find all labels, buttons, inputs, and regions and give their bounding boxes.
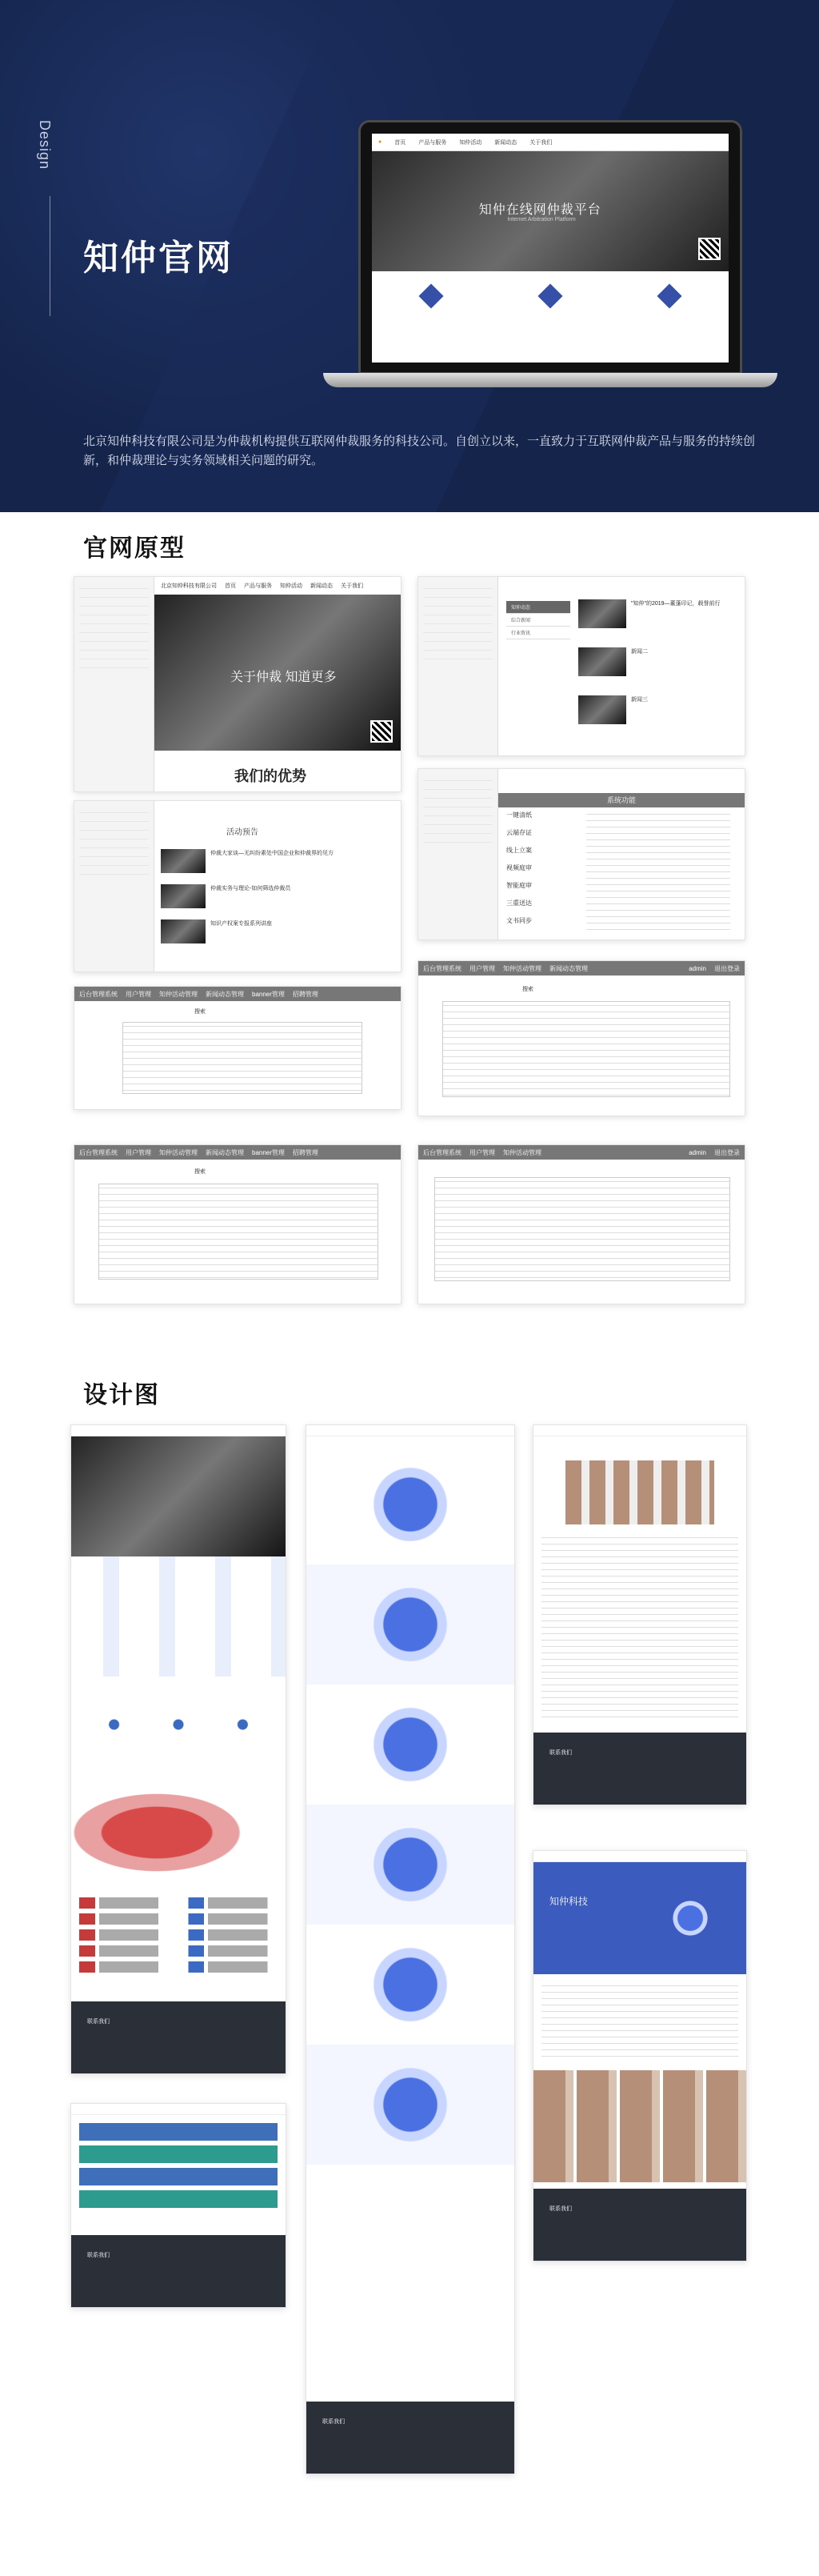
section-title-design: 设计图 xyxy=(83,1382,160,1408)
activity-list xyxy=(71,2115,286,2219)
about-banner-title: 知仲科技 xyxy=(549,1896,589,1907)
news-item[interactable]: "知仲"的2019—董蓬印记，载誉前行 xyxy=(578,599,738,647)
activity-item[interactable]: 仲裁实务与理论-如何筛选仲裁员 xyxy=(161,884,393,919)
footer-label: 联系我们 xyxy=(87,2019,110,2025)
wireframe-sidebar xyxy=(74,577,154,791)
activity-card[interactable] xyxy=(79,2190,278,2208)
search-label: 搜索 xyxy=(522,987,533,992)
design-header xyxy=(71,1425,286,1436)
footer-label: 联系我们 xyxy=(322,2419,345,2425)
wireframe-system xyxy=(417,768,745,940)
admin-table xyxy=(442,1001,730,1097)
activity-card[interactable] xyxy=(79,2145,278,2163)
wireframe-sidebar xyxy=(418,769,498,939)
feature-item: 线上立案 xyxy=(506,847,532,854)
design-article xyxy=(533,1424,747,1805)
iso-illustration xyxy=(306,1564,514,1685)
logout-button[interactable]: 退出登录 xyxy=(714,964,740,972)
laptop-mockup xyxy=(358,120,742,375)
nav-item[interactable]: 产品与服务 xyxy=(244,583,272,589)
admin-wireframe-1 xyxy=(74,986,402,1110)
screen-nav-item[interactable]: 新闻动态 xyxy=(494,139,517,146)
feature-item: 云端存证 xyxy=(506,829,532,836)
design-footer xyxy=(71,2001,286,2073)
admin-wireframe-2 xyxy=(417,960,745,1116)
admin-tab[interactable]: 用户管理 xyxy=(126,1148,151,1156)
admin-bar xyxy=(74,1145,401,1160)
footer-label: 联系我们 xyxy=(549,1750,572,1756)
laptop-screen xyxy=(372,134,729,363)
design-header xyxy=(306,1425,514,1436)
hero-title: 知仲官网 xyxy=(83,238,234,278)
admin-wireframe-4 xyxy=(417,1144,745,1304)
wireframe-sidebar xyxy=(418,577,498,755)
news-item[interactable]: 新闻二 xyxy=(578,647,738,695)
feature-item: 一键清纸 xyxy=(506,811,532,819)
feature-list xyxy=(506,811,578,934)
iso-illustration xyxy=(306,1685,514,1805)
news-menu-item[interactable]: 综合新闻 xyxy=(506,614,570,627)
globe-icon xyxy=(650,1878,730,1958)
admin-tab[interactable]: 招聘管理 xyxy=(292,990,318,998)
admin-bar xyxy=(418,1145,745,1160)
hero-section xyxy=(0,0,819,512)
iso-illustration xyxy=(306,2045,514,2165)
partner-logo-row xyxy=(79,1897,278,1909)
news-menu-item[interactable]: 行业资讯 xyxy=(506,627,570,639)
activity-title: 活动预告 xyxy=(226,828,258,837)
wireframe-banner xyxy=(154,595,401,751)
wireframe-news xyxy=(417,576,745,756)
about-text xyxy=(541,1982,738,2062)
iso-illustration xyxy=(306,1805,514,1925)
nav-item[interactable]: 关于我们 xyxy=(341,583,363,589)
admin-tab[interactable]: 新闻动态管理 xyxy=(206,1148,244,1156)
admin-tab[interactable]: 用户管理 xyxy=(126,990,151,998)
screen-hero xyxy=(372,151,729,271)
activity-item[interactable]: 知识产权案专报系列讲座 xyxy=(161,919,393,955)
article-title-area xyxy=(533,1436,746,1460)
admin-tab[interactable]: banner管理 xyxy=(252,1148,285,1156)
feature-descriptions xyxy=(586,811,730,931)
design-footer xyxy=(533,1733,746,1805)
screen-nav xyxy=(372,134,729,151)
admin-tab[interactable]: 知仲活动管理 xyxy=(159,990,198,998)
design-feature-grid xyxy=(71,1556,286,1677)
iso-illustration xyxy=(306,1444,514,1564)
wireframe-home xyxy=(74,576,402,792)
article-photo xyxy=(565,1460,714,1524)
admin-title: 后台管理系统 xyxy=(423,964,461,972)
screen-nav-item[interactable]: 关于我们 xyxy=(529,139,553,146)
design-footer xyxy=(306,2402,514,2474)
partner-logo-row xyxy=(79,1929,278,1941)
wireframe-nav xyxy=(154,577,401,595)
news-menu xyxy=(506,601,570,639)
admin-wireframe-3 xyxy=(74,1144,402,1304)
admin-bar xyxy=(418,961,745,976)
screen-nav-item[interactable]: 知仲活动 xyxy=(459,139,482,146)
admin-bar xyxy=(74,987,401,1001)
qr-code-icon xyxy=(698,238,721,260)
admin-title: 后台管理系统 xyxy=(423,1148,461,1156)
logout-button[interactable]: 退出登录 xyxy=(714,1148,740,1156)
section-title-prototype: 官网原型 xyxy=(83,535,186,562)
admin-tab[interactable]: 新闻动态管理 xyxy=(206,990,244,998)
admin-table xyxy=(434,1177,730,1281)
feature-item: 智能庭审 xyxy=(506,882,532,889)
vertical-label: Design xyxy=(37,120,53,170)
design-homepage xyxy=(70,1424,286,2074)
admin-user[interactable]: admin xyxy=(689,1148,706,1156)
admin-tab[interactable]: 知仲活动管理 xyxy=(503,1148,541,1156)
screen-feature-icons xyxy=(372,271,729,310)
advantages-heading: 我们的优势 xyxy=(234,768,306,784)
design-header xyxy=(533,1425,746,1436)
activity-card[interactable] xyxy=(79,2123,278,2141)
design-services xyxy=(306,1424,515,2474)
screen-nav-item[interactable]: 首页 xyxy=(394,139,406,146)
iso-illustration xyxy=(306,1925,514,2045)
nav-item[interactable]: 新闻动态 xyxy=(310,583,333,589)
design-about xyxy=(533,1850,747,2262)
design-header xyxy=(71,2104,286,2115)
search-label: 搜索 xyxy=(194,1169,206,1175)
partner-logo-row xyxy=(79,1945,278,1957)
company-name: 北京知仲科技有限公司 xyxy=(161,583,217,589)
admin-tab[interactable]: 知仲活动管理 xyxy=(159,1148,198,1156)
feature-item: 文书同步 xyxy=(506,917,532,924)
screen-logo: ● xyxy=(378,139,382,145)
activity-item[interactable]: 仲裁大家谈—无纠纷素处中国企业和仲裁界的见方 xyxy=(161,849,393,884)
hexagon-icon xyxy=(657,283,681,308)
feature-item: 视频庭审 xyxy=(506,864,532,871)
news-menu-item[interactable]: 知仲动态 xyxy=(506,601,570,614)
design-service-icons xyxy=(71,1677,286,1773)
nav-item[interactable]: 知仲活动 xyxy=(280,583,302,589)
admin-tab[interactable]: banner管理 xyxy=(252,990,285,998)
qr-code-icon xyxy=(370,720,393,743)
article-body xyxy=(541,1534,738,1718)
admin-title: 后台管理系统 xyxy=(79,1148,118,1156)
feature-item: 三重送达 xyxy=(506,899,532,907)
design-footer xyxy=(533,2189,746,2261)
admin-user[interactable]: admin xyxy=(689,964,706,972)
activity-card[interactable] xyxy=(79,2168,278,2185)
hero-description: 北京知仲科技有限公司是为仲裁机构提供互联网仲裁服务的科技公司。自创立以来，一直致力于互联网仲裁产品与服务的持续创新，和仲裁理论与实务领域相关问题的研究。 xyxy=(83,435,756,467)
team-photo-grid xyxy=(533,2070,746,2182)
partner-logo-row xyxy=(79,1961,278,1973)
about-banner xyxy=(533,1862,746,1974)
admin-table xyxy=(98,1184,378,1280)
nav-item[interactable]: 首页 xyxy=(225,583,236,589)
design-banner xyxy=(71,1436,286,1556)
news-item[interactable]: 新闻三 xyxy=(578,695,738,743)
admin-tab[interactable]: 用户管理 xyxy=(469,964,495,972)
banner-slogan: 关于仲裁 知道更多 xyxy=(230,671,337,684)
admin-title: 后台管理系统 xyxy=(79,990,118,998)
search-label: 搜索 xyxy=(194,1009,206,1015)
wireframe-activity xyxy=(74,800,402,972)
news-list xyxy=(578,599,738,743)
design-activity xyxy=(70,2103,286,2308)
screen-hero-title: 知仲在线网仲裁平台 xyxy=(478,203,601,217)
admin-tab[interactable]: 知仲活动管理 xyxy=(503,964,541,972)
partner-logo-row xyxy=(79,1913,278,1925)
admin-tab[interactable]: 用户管理 xyxy=(469,1148,495,1156)
laptop-base xyxy=(323,373,777,387)
hexagon-icon xyxy=(419,283,444,308)
china-map-graphic xyxy=(71,1773,286,1893)
wireframe-sidebar xyxy=(74,801,154,972)
admin-table xyxy=(122,1022,362,1094)
system-title: 系统功能 xyxy=(498,793,745,807)
footer-label: 联系我们 xyxy=(87,2253,110,2258)
screen-hero-subtitle: Internet Arbitration Platform xyxy=(507,217,576,222)
screen-nav-item[interactable]: 产品与服务 xyxy=(418,139,447,146)
activity-list xyxy=(161,849,393,955)
design-footer xyxy=(71,2235,286,2307)
footer-label: 联系我们 xyxy=(549,2206,572,2212)
hexagon-icon xyxy=(537,283,562,308)
admin-tab[interactable]: 招聘管理 xyxy=(292,1148,318,1156)
design-header xyxy=(533,1851,746,1862)
admin-tab[interactable]: 新闻动态管理 xyxy=(549,964,588,972)
